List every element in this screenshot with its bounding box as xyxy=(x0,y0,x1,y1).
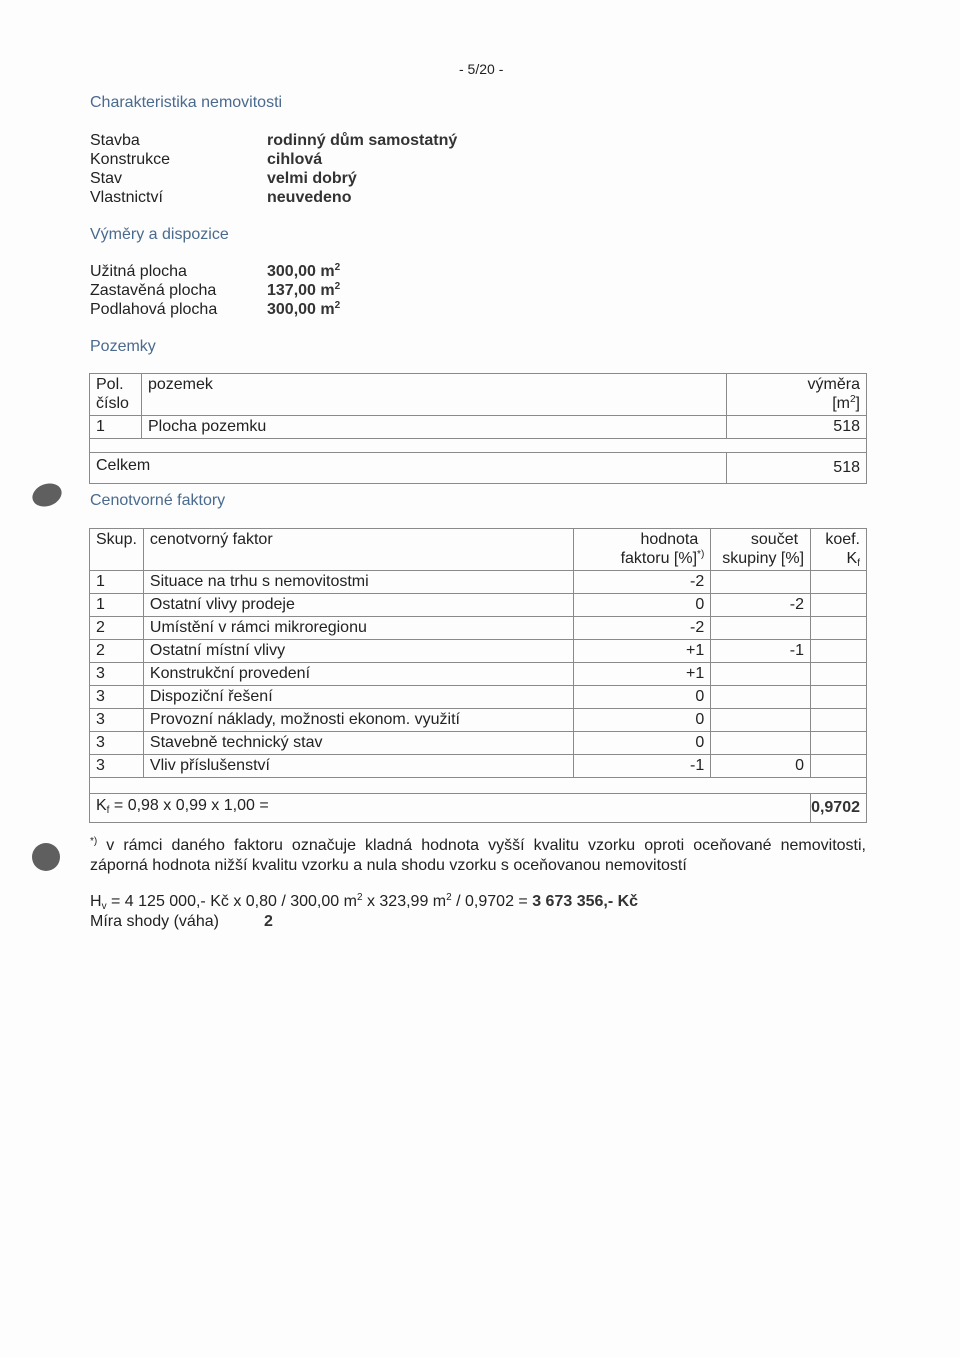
page-number: - 5/20 - xyxy=(459,61,504,77)
area-value: 300,00 $m^2$ xyxy=(267,262,341,280)
factor-name: Umístění v rámci mikroregionu xyxy=(143,617,573,640)
factors-col-factor: cenotvorný faktor xyxy=(143,529,573,571)
factor-coef xyxy=(811,732,867,755)
factors-table xyxy=(89,528,867,823)
factors-col-value xyxy=(574,529,711,571)
factor-name: Ostatní vlivy prodeje xyxy=(143,594,573,617)
factor-group: 3 xyxy=(90,755,144,778)
header-text: skupiny [%] xyxy=(722,550,805,567)
factor-coef xyxy=(811,755,867,778)
header-text: koef. xyxy=(825,531,860,548)
factor-group: 2 xyxy=(90,617,144,640)
land-area: 518 xyxy=(727,416,867,439)
land-heading: Pozemky xyxy=(90,338,156,355)
property-value: cihlová xyxy=(267,151,323,168)
factor-group: 2 xyxy=(90,640,144,663)
factor-coef xyxy=(811,617,867,640)
factor-coef xyxy=(811,663,867,686)
land-col-number xyxy=(90,374,142,416)
factor-sum: -1 xyxy=(711,640,811,663)
factor-coef xyxy=(811,709,867,732)
factor-value: -1 xyxy=(574,755,711,778)
factor-value: 0 xyxy=(574,686,711,709)
footnote-text: v rámci daného faktoru označuje kladná hodnota vyšší kvalitu vzorku oproti oceňované nemovitosti, záporná hodnota nižší kvalitu vzorku a nula shodu vzorku s oceňovanou nemovitostí xyxy=(90,837,866,874)
factor-name: Provozní náklady, možnosti ekonom. využití xyxy=(143,709,573,732)
value-formula-line: $H_v = 4$ 125 000,- Kč x 0,80 / 300,00 $m^2$ x 323,99 $m^2 / 0,9702 = 3$ 673 356,- Kč xyxy=(90,892,639,912)
factor-value: +1 xyxy=(574,663,711,686)
factor-group: 3 xyxy=(90,709,144,732)
factor-value: -2 xyxy=(574,617,711,640)
property-label: Stav xyxy=(90,170,123,187)
table-row xyxy=(90,640,867,663)
weight-value: 2 xyxy=(264,913,273,930)
factor-name: Konstrukční provedení xyxy=(143,663,573,686)
property-heading: Charakteristika nemovitosti xyxy=(90,94,283,111)
land-number: 1 xyxy=(90,416,142,439)
land-table-header xyxy=(90,374,867,416)
factor-name: Dispoziční řešení xyxy=(143,686,573,709)
factor-group: 1 xyxy=(90,571,144,594)
factors-spacer-row xyxy=(90,778,867,794)
factor-value: 0 xyxy=(574,594,711,617)
factor-name: Situace na trhu s nemovitostmi xyxy=(143,571,573,594)
property-label: Stavba xyxy=(90,132,140,149)
factor-sum xyxy=(711,617,811,640)
factor-sum xyxy=(711,663,811,686)
table-row xyxy=(90,709,867,732)
factor-sum xyxy=(711,709,811,732)
factor-value: +1 xyxy=(574,640,711,663)
land-table xyxy=(89,373,867,484)
factor-group: 1 xyxy=(90,594,144,617)
area-label: Zastavěná plocha xyxy=(90,282,217,299)
area-label: Podlahová plocha xyxy=(90,301,218,318)
factors-col-coef xyxy=(811,529,867,571)
land-total-label: Celkem xyxy=(90,453,727,484)
land-total-row xyxy=(90,453,867,484)
footnote-mark: *) xyxy=(90,836,98,847)
land-col-area xyxy=(727,374,867,416)
factors-heading: Cenotvorné faktory xyxy=(90,492,226,509)
table-row xyxy=(90,732,867,755)
land-name: Plocha pozemku xyxy=(141,416,726,439)
factor-name: Ostatní místní vlivy xyxy=(143,640,573,663)
factors-table-header xyxy=(90,529,867,571)
property-label: Konstrukce xyxy=(90,151,171,168)
header-text: faktoru [%]*) xyxy=(620,549,705,567)
factor-coef xyxy=(811,571,867,594)
kf-row xyxy=(90,794,867,823)
area-label: Užitná plocha xyxy=(90,263,187,280)
property-label: Vlastnictví xyxy=(90,189,163,206)
table-row xyxy=(90,416,867,439)
table-row xyxy=(90,571,867,594)
land-spacer-row xyxy=(90,439,867,453)
area-value: 137,00 $m^2$ xyxy=(267,281,341,299)
factor-coef xyxy=(811,594,867,617)
factor-sum: -2 xyxy=(711,594,811,617)
scan-artifact xyxy=(29,480,65,511)
table-row xyxy=(90,594,867,617)
factor-coef xyxy=(811,686,867,709)
result-formula xyxy=(90,892,638,912)
factor-value: 0 xyxy=(574,709,711,732)
property-value: rodinný dům samostatný xyxy=(267,132,458,149)
property-value: velmi dobrý xyxy=(267,170,357,187)
factor-sum: 0 xyxy=(711,755,811,778)
factor-sum xyxy=(711,686,811,709)
factor-value: 0 xyxy=(574,732,711,755)
area-value: 300,00 $m^2$ xyxy=(267,300,341,318)
property-value: neuvedeno xyxy=(267,189,352,206)
factor-sum xyxy=(711,732,811,755)
table-row xyxy=(90,663,867,686)
factor-name: Stavebně technický stav xyxy=(143,732,573,755)
footnote xyxy=(90,836,866,876)
factor-value: -2 xyxy=(574,571,711,594)
header-text: výměra xyxy=(807,376,860,393)
areas-heading: Výměry a dispozice xyxy=(90,226,229,243)
weight-label: Míra shody (váha) xyxy=(90,913,219,930)
table-row xyxy=(90,686,867,709)
land-total-value: 518 xyxy=(727,453,867,484)
table-row xyxy=(90,755,867,778)
factor-group: 3 xyxy=(90,732,144,755)
kf-formula: $K_f = 0,98$ x 0,99 x 1,00 = xyxy=(90,794,811,823)
result-value: 3 673 356,- Kč xyxy=(532,893,639,910)
factors-col-group: Skup. xyxy=(90,529,144,571)
factors-col-sum xyxy=(711,529,811,571)
land-col-name: pozemek xyxy=(141,374,726,416)
header-text: Pol. xyxy=(96,376,124,393)
factor-coef xyxy=(811,640,867,663)
factor-sum xyxy=(711,571,811,594)
header-text: $K_f$ xyxy=(846,550,860,569)
header-text: součet xyxy=(750,531,799,548)
header-text: číslo xyxy=(96,395,129,412)
header-text: $[m^2]$ xyxy=(832,394,860,412)
scan-artifact xyxy=(32,843,60,871)
factor-group: 3 xyxy=(90,686,144,709)
header-text: hodnota xyxy=(640,531,699,548)
table-row xyxy=(90,617,867,640)
factor-name: Vliv příslušenství xyxy=(143,755,573,778)
kf-result: 0,9702 xyxy=(811,794,867,823)
factor-group: 3 xyxy=(90,663,144,686)
